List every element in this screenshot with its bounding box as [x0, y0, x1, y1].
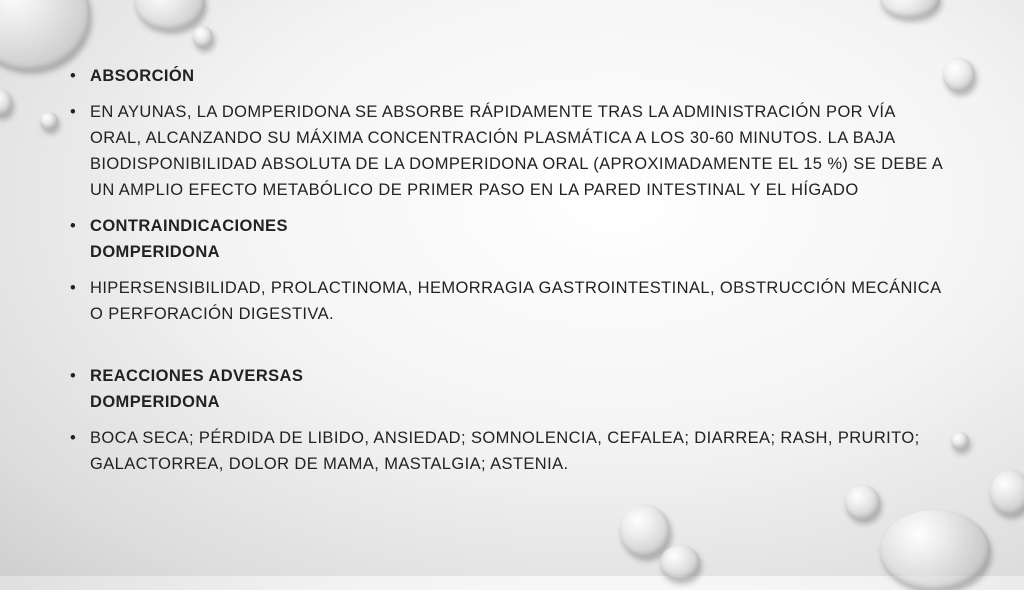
heading-line: CONTRAINDICACIONES — [90, 217, 288, 235]
water-drop-decoration — [620, 505, 670, 557]
water-drop-decoration — [40, 112, 58, 130]
water-drop-decoration — [0, 0, 90, 70]
body-text: BOCA SECA; PÉRDIDA DE LIBIDO, ANSIEDAD; SOMNOLENCIA, CEFALEA; DIARREA; RASH, PRURITO; GALACTORREA, DOLOR DE MAMA, MASTALGIA; ASTENIA. — [90, 429, 920, 473]
bullet-icon: • — [70, 429, 77, 447]
water-drop-decoration — [951, 432, 969, 450]
heading-line: ABSORCIÓN — [90, 67, 195, 85]
bullet-icon: • — [70, 367, 77, 385]
slide-content — [70, 63, 950, 487]
bullet-icon: • — [70, 217, 77, 235]
body-text: HIPERSENSIBILIDAD, PROLACTINOMA, HEMORRAGIA GASTROINTESTINAL, OBSTRUCCIÓN MECÁNICA O PERFORACIÓN DIGESTIVA. — [90, 279, 941, 323]
bullet-heading-reacciones — [70, 363, 950, 415]
heading-line: DOMPERIDONA — [90, 393, 220, 411]
heading-line: DOMPERIDONA — [90, 243, 220, 261]
water-drop-decoration — [193, 26, 213, 48]
background-title-watermark — [240, 2, 1000, 72]
water-drop-decoration — [660, 545, 700, 580]
bullet-icon: • — [70, 103, 77, 121]
water-drop-decoration — [845, 485, 880, 520]
bullet-body-reacciones — [70, 425, 950, 477]
bullet-icon: • — [70, 67, 77, 85]
water-drop-decoration — [880, 510, 990, 590]
spacer — [70, 337, 950, 363]
water-drop-decoration — [0, 90, 12, 116]
heading-line: REACCIONES ADVERSAS — [90, 367, 304, 385]
bullet-icon: • — [70, 279, 77, 297]
water-drop-decoration — [135, 0, 205, 30]
bullet-body-absorcion — [70, 99, 950, 203]
body-text: EN AYUNAS, LA DOMPERIDONA SE ABSORBE RÁPIDAMENTE TRAS LA ADMINISTRACIÓN POR VÍA ORAL, ALCANZANDO SU MÁXIMA CONCENTRACIÓN PLASMÁTICA A LOS 30-60 MINUTOS. LA BAJA BIODISPONIBILIDAD ABSOLUTA DE LA DOMPERIDONA ORAL (APROXIMADAMENTE EL 15 %) SE DEBE A UN AMPLIO EFECTO METABÓLICO DE PRIMER PASO EN LA PARED INTESTINAL Y EL HÍGADO — [90, 103, 943, 199]
bullet-heading-absorcion — [70, 63, 950, 89]
water-drop-decoration — [990, 470, 1024, 515]
bullet-heading-contraindicaciones — [70, 213, 950, 265]
bullet-body-contraindicaciones — [70, 275, 950, 327]
